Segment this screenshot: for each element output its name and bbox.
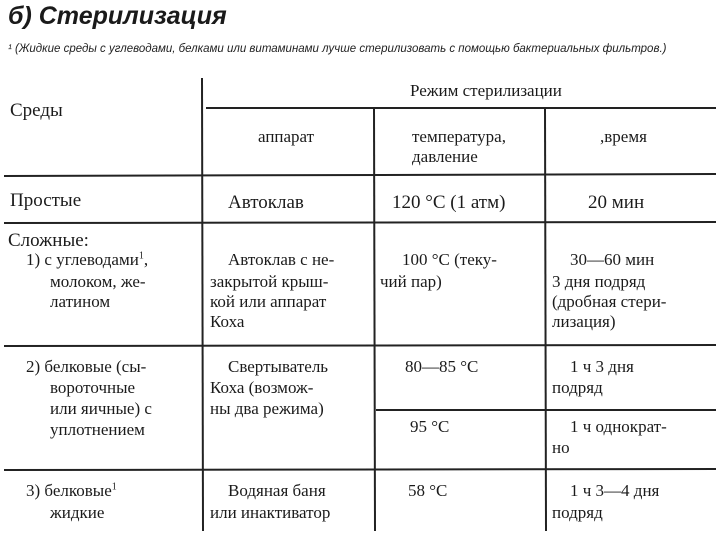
row2-media-line2: вороточные bbox=[50, 378, 136, 397]
footnote-mark: 1 bbox=[138, 250, 144, 262]
rule-below-headers bbox=[4, 174, 716, 176]
row-simple-apparatus: Автоклав bbox=[228, 192, 304, 213]
rule-below-row2 bbox=[4, 469, 716, 470]
row1-time-line4: лизация) bbox=[552, 312, 616, 331]
vertical-rule-apparatus bbox=[374, 108, 375, 531]
footnote-text: ¹ (Жидкие среды с углеводами, белками или витаминами лучше стерилизовать с помощью бактериальных фильтров.) bbox=[8, 43, 667, 55]
row1-apparatus-line3: кой или аппарат bbox=[210, 292, 327, 311]
row3-apparatus-line2: или инактиватор bbox=[210, 503, 331, 522]
row1-temperature-line2: чий пар) bbox=[380, 272, 442, 291]
header-time: ,время bbox=[600, 127, 647, 146]
row2-temperature-a: 80—85 °С bbox=[405, 357, 479, 376]
section-complex-label: Сложные: bbox=[8, 230, 89, 251]
row2-media-line1: 2) белковые (сы- bbox=[26, 357, 147, 376]
row3-apparatus-line1: Водяная баня bbox=[228, 481, 326, 500]
row2-media-line4: уплотнением bbox=[50, 420, 145, 439]
row2-apparatus-line3: ны два режима) bbox=[210, 399, 324, 418]
row2-time-b-line1: 1 ч однократ- bbox=[570, 417, 667, 436]
page-title: б) Стерилизация bbox=[8, 2, 227, 30]
row1-apparatus-line1: Автоклав с не- bbox=[228, 250, 335, 269]
row1-apparatus-line2: закрытой крыш- bbox=[210, 272, 329, 291]
row3-media-line2: жидкие bbox=[50, 503, 105, 522]
header-temperature-line1: температура, bbox=[412, 127, 506, 146]
row2-temperature-b: 95 °С bbox=[410, 417, 450, 436]
row1-temperature-line1: 100 °С (теку- bbox=[402, 250, 497, 269]
rule-below-simple bbox=[4, 222, 716, 223]
row1-time-line1: 30—60 мин bbox=[570, 250, 655, 269]
row-simple-time: 20 мин bbox=[588, 192, 645, 213]
vertical-rule-media bbox=[202, 78, 203, 531]
row2-time-a-line1: 1 ч 3 дня bbox=[570, 357, 634, 376]
row1-media-line1: 1) с углеводами$^1$, bbox=[26, 250, 149, 269]
header-regime: Режим стерилизации bbox=[410, 81, 562, 100]
row3-media-line1: 3) белковые$^1$ bbox=[26, 481, 117, 500]
row-simple-temperature: 120 °С (1 атм) bbox=[392, 192, 506, 213]
row2-apparatus-line1: Свертыватель bbox=[228, 357, 329, 376]
row2-time-b-line2: но bbox=[552, 438, 570, 457]
header-media: Среды bbox=[10, 100, 63, 121]
row1-media-line3: латином bbox=[50, 292, 111, 311]
row1-apparatus-line4: Коха bbox=[210, 312, 245, 331]
rule-below-row1 bbox=[4, 345, 716, 346]
row1-media-line2: молоком, же- bbox=[50, 272, 146, 291]
row3-temperature: 58 °С bbox=[408, 481, 448, 500]
sterilization-table bbox=[0, 76, 720, 540]
vertical-rule-temperature bbox=[545, 108, 546, 531]
row2-time-a-line2: подряд bbox=[552, 378, 603, 397]
header-temperature-line2: давление bbox=[412, 147, 478, 166]
footnote-mark: 1 bbox=[111, 481, 117, 493]
row3-time-line1: 1 ч 3—4 дня bbox=[570, 481, 660, 500]
header-apparatus: аппарат bbox=[258, 127, 315, 146]
row1-time-line3: (дробная стери- bbox=[552, 292, 667, 311]
row3-time-line2: подряд bbox=[552, 503, 603, 522]
row2-apparatus-line2: Коха (возмож- bbox=[210, 378, 314, 397]
row-simple-media: Простые bbox=[10, 190, 82, 211]
row1-time-line2: 3 дня подряд bbox=[552, 272, 646, 291]
row2-media-line3: или яичные) с bbox=[50, 399, 152, 418]
